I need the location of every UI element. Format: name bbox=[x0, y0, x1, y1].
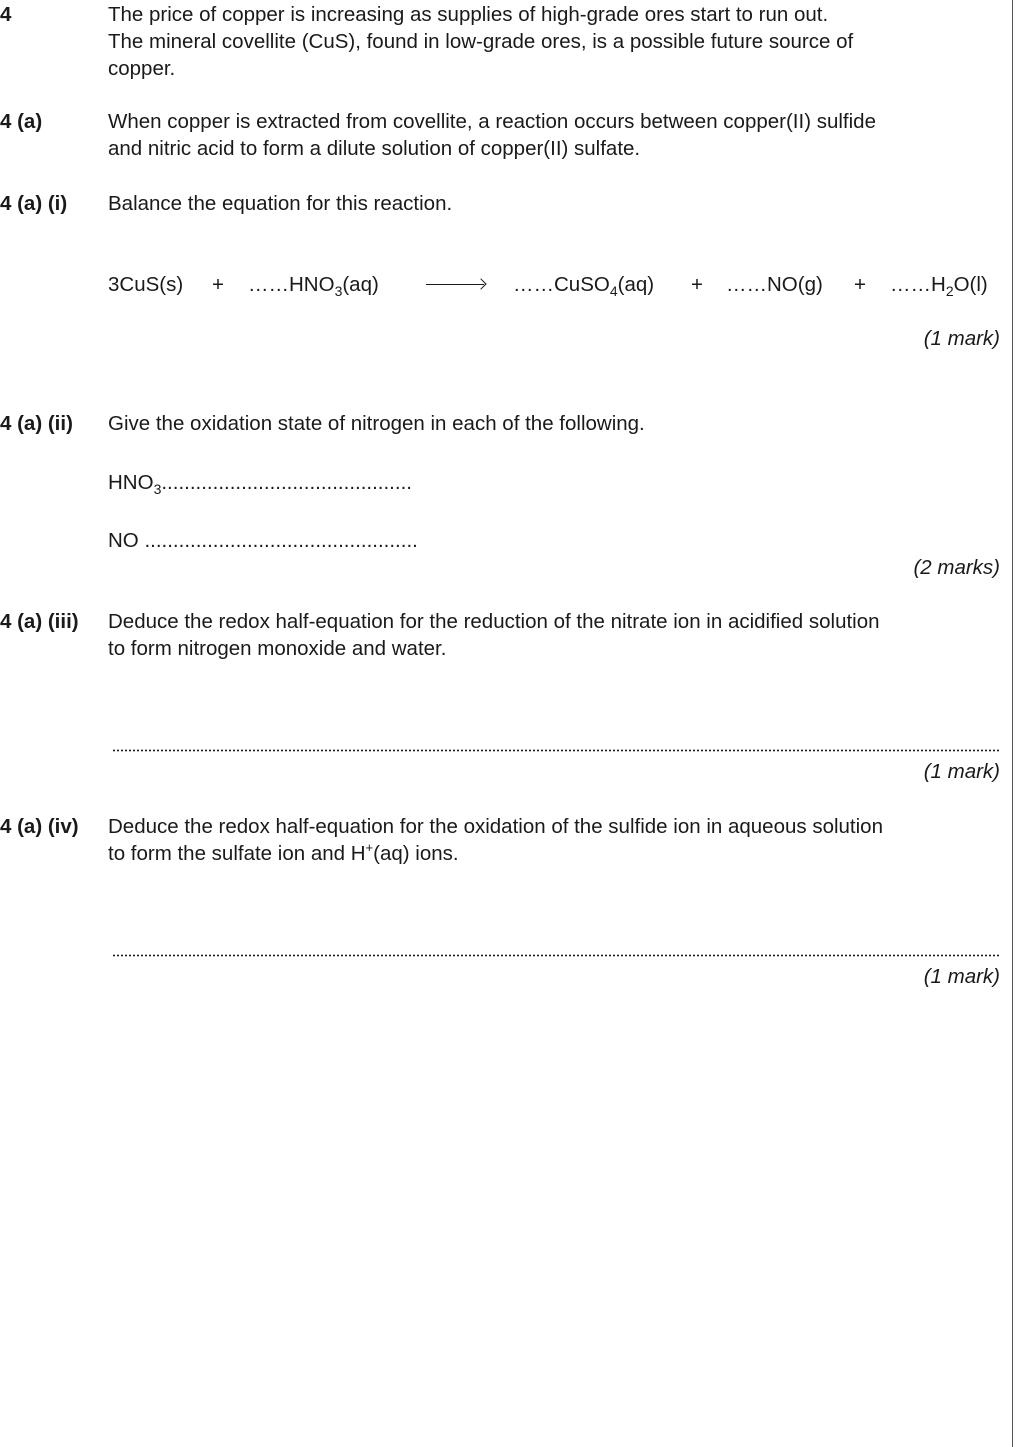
question-number-4aiii: 4 (a) (iii) bbox=[0, 610, 79, 633]
hydrogen-ion-charge: + bbox=[365, 840, 374, 855]
equation-product-cuso4 bbox=[513, 271, 654, 298]
hno3-state: (aq) bbox=[342, 273, 379, 296]
q4aiii-line-1: Deduce the redox half-equation for the reduction of the nitrate ion in acidified solution bbox=[108, 610, 880, 633]
intro-line-2: The mineral covellite (CuS), found in low-grade ores, is a possible future source of bbox=[108, 30, 854, 53]
equation-reactant-hno3 bbox=[248, 271, 379, 298]
q4aiv-line-2-end: (aq) ions. bbox=[373, 842, 459, 865]
equation-reactant-cus: 3CuS(s) bbox=[108, 273, 184, 296]
q4aiv-line-2 bbox=[108, 840, 1003, 867]
hno3-answer-dots: ............................................ bbox=[161, 471, 412, 494]
q4aiv-line-1: Deduce the redox half-equation for the oxidation of the sulfide ion in aqueous solution bbox=[108, 815, 883, 838]
h2o-subscript: 2 bbox=[945, 283, 954, 299]
hno3-label: HNO bbox=[108, 471, 154, 494]
equation-plus-1: + bbox=[212, 273, 224, 296]
q4a-line-1: When copper is extracted from covellite, a reaction occurs between copper(II) sulfide bbox=[108, 110, 876, 133]
hno3-label-subscript: 3 bbox=[153, 481, 162, 497]
reaction-arrow-icon bbox=[426, 284, 484, 285]
cuso4-formula: ……CuSO bbox=[513, 273, 610, 296]
marks-4aii: (2 marks) bbox=[913, 556, 1000, 579]
h2o-formula: ……H bbox=[890, 273, 946, 296]
hno3-formula: ……HNO bbox=[248, 273, 335, 296]
question-number: 4 bbox=[0, 3, 12, 26]
intro-line-3: copper. bbox=[108, 57, 176, 80]
equation-plus-2: + bbox=[691, 273, 703, 296]
answer-line-4aiv[interactable] bbox=[112, 954, 1000, 957]
equation-product-h2o bbox=[890, 271, 988, 298]
marks-4aiv: (1 mark) bbox=[923, 965, 1000, 988]
cuso4-state: (aq) bbox=[617, 273, 655, 296]
h2o-state: O(l) bbox=[953, 273, 988, 296]
answer-line-hno3[interactable] bbox=[108, 469, 412, 496]
question-number-4aiv: 4 (a) (iv) bbox=[0, 815, 79, 838]
intro-line-1: The price of copper is increasing as supplies of high-grade ores start to run out. bbox=[108, 3, 829, 26]
question-4aiii-text bbox=[108, 608, 1003, 662]
cuso4-subscript: 4 bbox=[609, 283, 618, 299]
marks-4aiii: (1 mark) bbox=[923, 760, 1000, 783]
answer-line-4aiii[interactable] bbox=[112, 749, 1000, 752]
no-answer-dots: ................................................ bbox=[144, 529, 418, 552]
question-4a-text bbox=[108, 108, 1003, 162]
question-number-4a: 4 (a) bbox=[0, 110, 43, 133]
question-number-4aii: 4 (a) (ii) bbox=[0, 412, 73, 435]
hno3-subscript: 3 bbox=[334, 283, 343, 299]
no-label: NO bbox=[108, 529, 139, 552]
marks-4ai: (1 mark) bbox=[923, 327, 1000, 350]
equation-product-no: ……NO(g) bbox=[726, 273, 823, 296]
q4aiv-line-2-start: to form the sulfate ion and H bbox=[108, 842, 366, 865]
question-number-4ai: 4 (a) (i) bbox=[0, 192, 68, 215]
q4a-line-2: and nitric acid to form a dilute solution of copper(II) sulfate. bbox=[108, 137, 641, 160]
question-4ai-prompt: Balance the equation for this reaction. bbox=[108, 192, 453, 215]
question-4aiv-text bbox=[108, 813, 1003, 867]
equation-plus-3: + bbox=[854, 273, 866, 296]
question-4aii-prompt: Give the oxidation state of nitrogen in each of the following. bbox=[108, 412, 645, 435]
page-edge-line bbox=[1012, 0, 1013, 1447]
q4aiii-line-2: to form nitrogen monoxide and water. bbox=[108, 637, 447, 660]
question-intro bbox=[108, 1, 1003, 82]
answer-line-no[interactable] bbox=[108, 527, 418, 554]
